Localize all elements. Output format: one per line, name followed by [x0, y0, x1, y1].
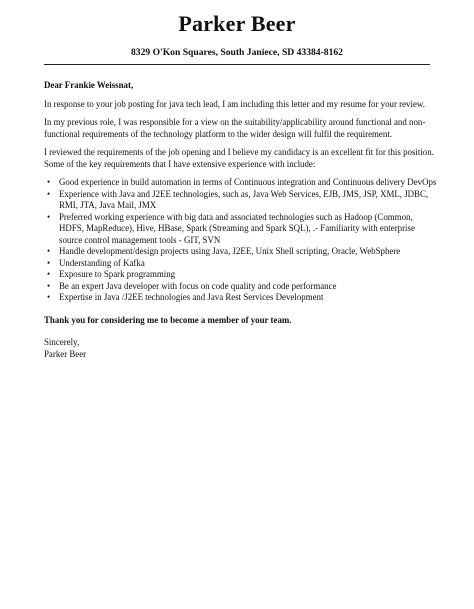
sender-address: 8329 O'Kon Squares, South Janiece, SD 43384-8162 — [131, 47, 343, 58]
list-item — [44, 269, 438, 281]
list-item — [44, 189, 438, 212]
bullet-icon: • — [47, 292, 51, 302]
bullet-icon: • — [47, 177, 51, 187]
header-divider — [44, 64, 430, 65]
list-item — [44, 246, 438, 258]
requirements-list — [44, 177, 438, 304]
paragraph-previous-role: In my previous role, I was responsible for a view on the suitability/applicability around functional and non-functional requirements of the technology platform to the wider design will fulfil the requirement. — [44, 117, 426, 139]
list-item-text: Experience with Java and J2EE technologies, such as, Java Web Services, EJB, JMS, JSP, XML, JDBC, RMI, JTA, Java Mail, JMX — [59, 188, 429, 210]
list-item-text: Understanding of Kafka — [59, 257, 145, 268]
closing: Sincerely, — [44, 337, 80, 347]
list-item-text: Be an expert Java developer with focus on code quality and code performance — [59, 280, 337, 291]
salutation: Dear Frankie Weissnat, — [44, 80, 134, 90]
bullet-icon: • — [47, 211, 51, 222]
paragraph-requirements: I reviewed the requirements of the job opening and I believe my candidacy is an excellent fit for this position. Some of the key requirements that I have extensive experience with include: — [44, 147, 434, 169]
list-item — [44, 281, 438, 293]
list-item-text: Exposure to Spark programming — [59, 269, 176, 279]
sender-name: Parker Beer — [178, 11, 296, 36]
bullet-icon: • — [47, 280, 51, 291]
bullet-icon: • — [47, 269, 51, 279]
list-item-text: Expertise in Java /J2EE technologies and Java Rest Services Development — [59, 292, 324, 302]
list-item — [44, 212, 438, 247]
signature: Parker Beer — [44, 348, 87, 359]
bullet-icon: • — [47, 246, 51, 256]
bullet-icon: • — [47, 188, 51, 199]
list-item-text: Good experience in build automation in terms of Continuous integration and Continuous delivery DevOps — [59, 177, 437, 187]
bullet-icon: • — [47, 257, 51, 268]
letter-body — [44, 80, 438, 360]
list-item — [44, 258, 438, 270]
list-item-text: Handle development/design projects using Java, J2EE, Unix Shell scripting, Oracle, WebSphere — [59, 246, 401, 256]
paragraph-intro: In response to your job posting for java tech lead, I am including this letter and my resume for your review. — [44, 98, 425, 109]
list-item — [44, 292, 438, 304]
list-item-text: Preferred working experience with big data and associated technologies such as Hadoop (Common, HDFS, MapReduce), Hive, HBase, Spark (Streaming and Spark SQL), .- Familiarity with enterprise source control management tools - GIT, SVN — [59, 211, 415, 245]
list-item — [44, 177, 438, 189]
thanks-line: Thank you for considering me to become a member of your team. — [44, 314, 292, 325]
